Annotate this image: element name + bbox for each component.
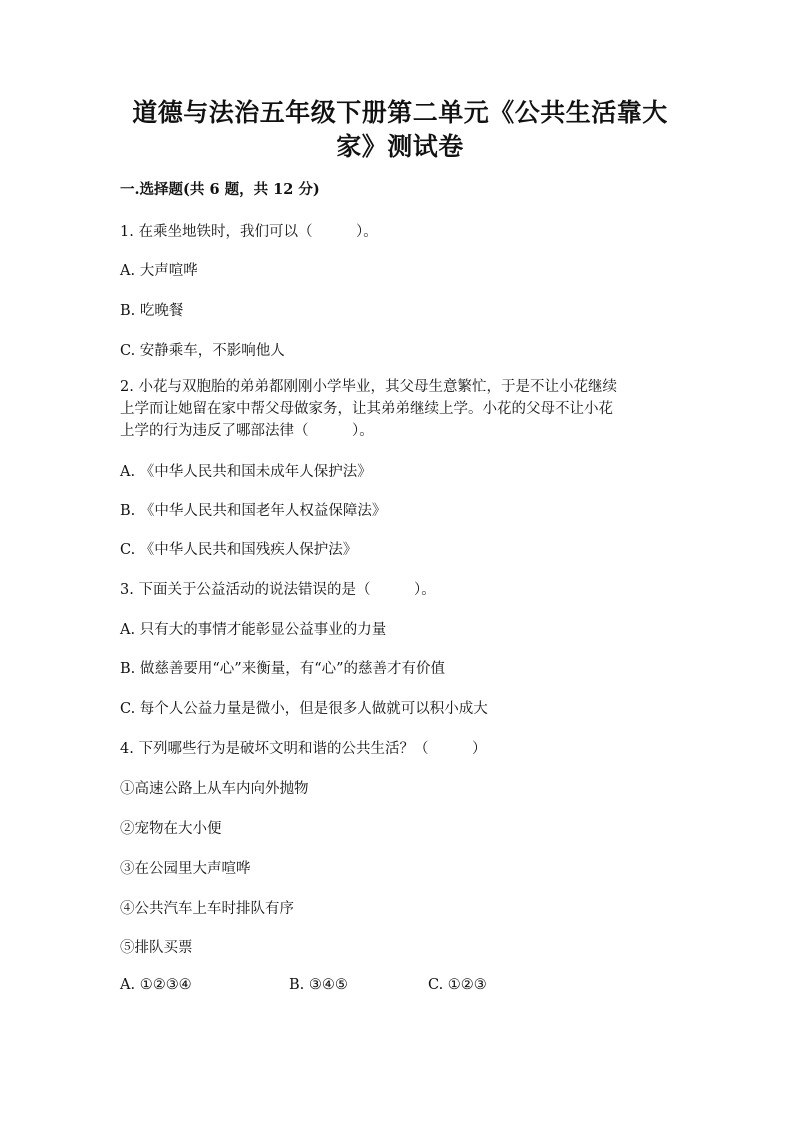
question-4-option-b: B. ③④⑤	[289, 977, 348, 993]
question-2-stem-line-1: 2. 小花与双胞胎的弟弟都刚刚小学毕业，其父母生意繁忙，于是不让小花继续	[120, 379, 617, 395]
question-3-stem: 3. 下面关于公益活动的说法错误的是（ ）。	[120, 582, 436, 598]
title-line-1: 道德与法治五年级下册第二单元《公共生活靠大	[132, 98, 668, 127]
question-1-option-c: C. 安静乘车，不影响他人	[120, 343, 285, 359]
question-1-stem: 1. 在乘坐地铁时，我们可以（ ）。	[120, 224, 378, 240]
question-2-stem-line-2: 上学而让她留在家中帮父母做家务，让其弟弟继续上学。小花的父母不让小花	[120, 401, 613, 417]
question-4-item-3: ③在公园里大声喧哗	[120, 861, 251, 877]
question-4-item-4: ④公共汽车上车时排队有序	[120, 901, 294, 917]
section-heading: 一.选择题(共 6 题，共 12 分)	[120, 181, 320, 198]
question-4-item-5: ⑤排队买票	[120, 940, 193, 956]
question-2-stem	[120, 376, 680, 442]
question-4-option-c: C. ①②③	[428, 977, 487, 993]
question-2-option-b: B. 《中华人民共和国老年人权益保障法》	[120, 503, 387, 519]
page-title	[110, 96, 690, 164]
question-3-option-c: C. 每个人公益力量是微小，但是很多人做就可以积小成大	[120, 701, 488, 717]
question-3-option-a: A. 只有大的事情才能彰显公益事业的力量	[120, 622, 387, 638]
question-2-option-c: C. 《中华人民共和国残疾人保护法》	[120, 542, 358, 558]
question-4-option-a: A. ①②③④	[120, 977, 192, 993]
title-line-2: 家》测试卷	[336, 132, 464, 161]
question-1-option-a: A. 大声喧哗	[120, 263, 198, 279]
question-4-stem: 4. 下列哪些行为是破坏文明和谐的公共生活？（ ）	[120, 741, 487, 757]
question-3-option-b: B. 做慈善要用“心”来衡量，有“心”的慈善才有价值	[120, 661, 446, 677]
question-2-stem-line-3: 上学的行为违反了哪部法律（ ）。	[120, 423, 374, 439]
question-4-item-2: ②宠物在大小便	[120, 821, 222, 837]
question-1-option-b: B. 吃晚餐	[120, 303, 184, 319]
question-2-option-a: A. 《中华人民共和国未成年人保护法》	[120, 464, 372, 480]
question-4-item-1: ①高速公路上从车内向外抛物	[120, 781, 309, 797]
